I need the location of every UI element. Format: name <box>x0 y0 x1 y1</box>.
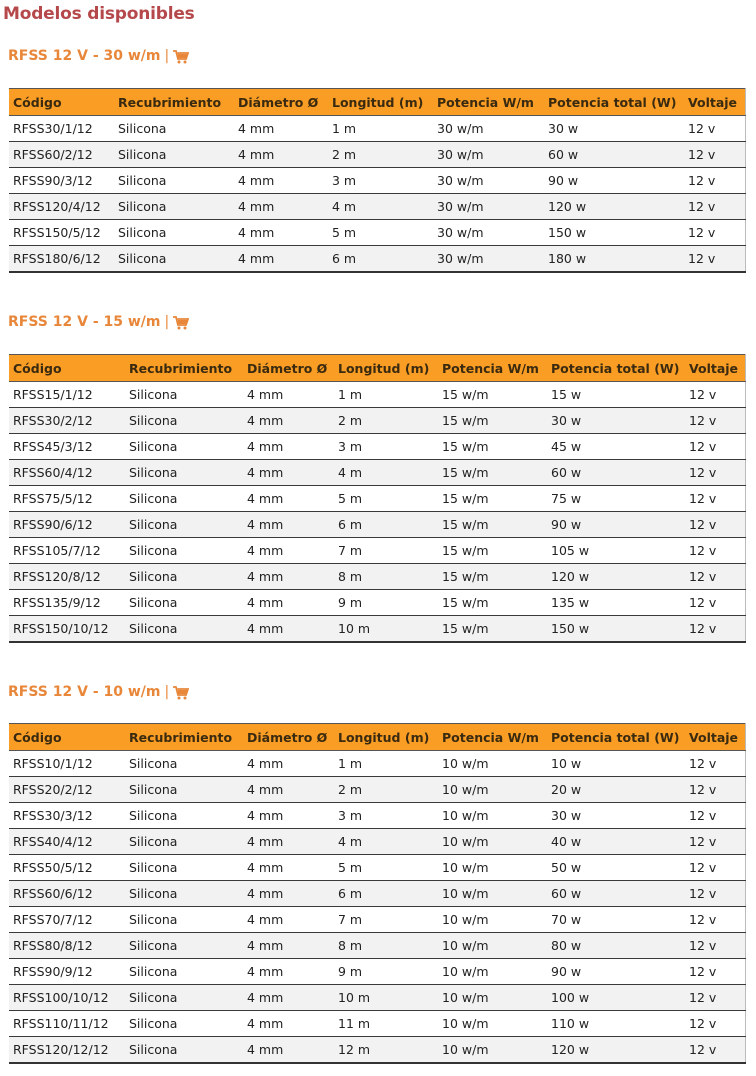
table-cell: RFSS75/5/12 <box>9 486 125 512</box>
table-cell: Silicona <box>125 959 243 985</box>
table-row <box>9 881 745 907</box>
table-cell: 4 mm <box>243 382 334 408</box>
section-title-10wm <box>8 684 189 700</box>
table-cell: Silicona <box>125 985 243 1011</box>
table-cell: 110 w <box>547 1011 685 1037</box>
column-header: Potencia W/m <box>438 724 547 751</box>
table-cell: RFSS50/5/12 <box>9 855 125 881</box>
table-cell: 15 w/m <box>438 408 547 434</box>
table-cell: 12 v <box>684 168 745 194</box>
models-table-15wm <box>9 354 746 643</box>
table-cell: Silicona <box>125 564 243 590</box>
table-cell: 10 w/m <box>438 1011 547 1037</box>
table-cell: 4 mm <box>243 1011 334 1037</box>
table-row <box>9 538 745 564</box>
table-cell: Silicona <box>125 486 243 512</box>
table-cell: 12 v <box>685 512 745 538</box>
table-cell: 3 m <box>334 434 438 460</box>
table-cell: 30 w/m <box>433 194 544 220</box>
table-cell: 15 w <box>547 382 685 408</box>
table-cell: 12 v <box>685 985 745 1011</box>
table-cell: 4 m <box>328 194 433 220</box>
table-cell: 4 mm <box>234 246 328 273</box>
table-cell: 7 m <box>334 907 438 933</box>
table-cell: RFSS30/1/12 <box>9 116 114 142</box>
table-header-row <box>9 89 745 116</box>
column-header: Recubrimiento <box>125 355 243 382</box>
table-cell: 60 w <box>544 142 684 168</box>
table-cell: 9 m <box>334 590 438 616</box>
table-cell: 120 w <box>544 194 684 220</box>
table-cell: 100 w <box>547 985 685 1011</box>
table-cell: 10 w/m <box>438 959 547 985</box>
table-cell: 12 v <box>684 246 745 273</box>
table-cell: RFSS150/10/12 <box>9 616 125 643</box>
table-cell: 90 w <box>547 959 685 985</box>
table-cell: Silicona <box>125 855 243 881</box>
table-cell: 12 v <box>685 408 745 434</box>
table-cell: Silicona <box>125 616 243 643</box>
table-cell: 15 w/m <box>438 434 547 460</box>
table-row <box>9 460 745 486</box>
table-cell: RFSS90/3/12 <box>9 168 114 194</box>
column-header: Longitud (m) <box>334 724 438 751</box>
table-cell: RFSS120/8/12 <box>9 564 125 590</box>
table-cell: Silicona <box>125 590 243 616</box>
table-cell: Silicona <box>125 933 243 959</box>
table-cell: 12 v <box>684 220 745 246</box>
table-cell: RFSS60/6/12 <box>9 881 125 907</box>
table-cell: 6 m <box>334 881 438 907</box>
table-cell: 12 v <box>685 590 745 616</box>
table-cell: 4 mm <box>243 985 334 1011</box>
table-cell: 10 w/m <box>438 881 547 907</box>
table-cell: 12 v <box>685 803 745 829</box>
table-cell: Silicona <box>114 246 234 273</box>
table-row <box>9 486 745 512</box>
table-cell: Silicona <box>125 907 243 933</box>
cart-icon[interactable] <box>173 316 189 330</box>
table-cell: RFSS150/5/12 <box>9 220 114 246</box>
section-title-text[interactable]: RFSS 12 V - 10 w/m <box>8 684 161 700</box>
table-cell: 15 w/m <box>438 590 547 616</box>
table-cell: RFSS15/1/12 <box>9 382 125 408</box>
cart-icon[interactable] <box>173 50 189 64</box>
table-row <box>9 408 745 434</box>
table-cell: RFSS30/2/12 <box>9 408 125 434</box>
table-cell: 10 w <box>547 751 685 777</box>
table-row <box>9 1037 745 1064</box>
table-cell: 80 w <box>547 933 685 959</box>
table-cell: 30 w/m <box>433 220 544 246</box>
table-cell: 4 mm <box>234 194 328 220</box>
models-table-30wm <box>9 88 746 273</box>
column-header: Potencia W/m <box>433 89 544 116</box>
table-cell: 4 mm <box>243 616 334 643</box>
table-cell: 12 v <box>685 751 745 777</box>
table-cell: 75 w <box>547 486 685 512</box>
table-cell: RFSS100/10/12 <box>9 985 125 1011</box>
column-header: Recubrimiento <box>114 89 234 116</box>
table-cell: 1 m <box>334 751 438 777</box>
table-cell: 12 v <box>684 194 745 220</box>
page-title: Modelos disponibles <box>3 4 195 24</box>
table-cell: Silicona <box>125 408 243 434</box>
table-row <box>9 616 745 643</box>
table-cell: 1 m <box>334 382 438 408</box>
table-cell: 15 w/m <box>438 538 547 564</box>
table-row <box>9 512 745 538</box>
table-cell: 20 w <box>547 777 685 803</box>
table-cell: 5 m <box>334 486 438 512</box>
table-cell: 15 w/m <box>438 512 547 538</box>
table-row <box>9 907 745 933</box>
table-cell: 12 v <box>685 564 745 590</box>
column-header: Longitud (m) <box>334 355 438 382</box>
table-cell: Silicona <box>125 538 243 564</box>
table-cell: 8 m <box>334 933 438 959</box>
table-row <box>9 168 745 194</box>
table-cell: RFSS20/2/12 <box>9 777 125 803</box>
table-row <box>9 246 745 273</box>
table-cell: Silicona <box>125 512 243 538</box>
table-cell: 12 v <box>685 1011 745 1037</box>
table-cell: RFSS40/4/12 <box>9 829 125 855</box>
table-cell: 30 w/m <box>433 142 544 168</box>
table-cell: 7 m <box>334 538 438 564</box>
title-separator: | <box>164 314 170 330</box>
table-cell: 6 m <box>334 512 438 538</box>
table-cell: 4 mm <box>243 1037 334 1064</box>
table-row <box>9 382 745 408</box>
table-row <box>9 590 745 616</box>
table-cell: 12 v <box>685 777 745 803</box>
table-cell: 90 w <box>544 168 684 194</box>
table-cell: Silicona <box>125 751 243 777</box>
table-cell: Silicona <box>125 1011 243 1037</box>
column-header: Potencia total (W) <box>547 724 685 751</box>
table-cell: 12 v <box>685 1037 745 1064</box>
table-cell: 15 w/m <box>438 616 547 643</box>
table-cell: 4 mm <box>243 881 334 907</box>
table-cell: 12 v <box>685 486 745 512</box>
table-cell: 15 w/m <box>438 460 547 486</box>
table-row <box>9 142 745 168</box>
table-cell: 10 w/m <box>438 933 547 959</box>
table-row <box>9 751 745 777</box>
table-cell: Silicona <box>125 777 243 803</box>
table-cell: 10 m <box>334 616 438 643</box>
column-header: Voltaje <box>685 355 745 382</box>
table-cell: 50 w <box>547 855 685 881</box>
table-cell: RFSS180/6/12 <box>9 246 114 273</box>
title-separator: | <box>164 684 170 700</box>
column-header: Código <box>9 355 125 382</box>
table-cell: 10 w/m <box>438 1037 547 1064</box>
table-cell: 4 mm <box>243 408 334 434</box>
table-cell: 4 mm <box>243 590 334 616</box>
table-cell: 30 w/m <box>433 116 544 142</box>
table-cell: RFSS90/6/12 <box>9 512 125 538</box>
models-table-10wm <box>9 723 746 1064</box>
table-cell: 4 mm <box>243 564 334 590</box>
table-cell: 45 w <box>547 434 685 460</box>
table-cell: 4 mm <box>234 116 328 142</box>
column-header: Voltaje <box>684 89 745 116</box>
table-cell: 10 m <box>334 985 438 1011</box>
section-title-15wm <box>8 314 189 330</box>
column-header: Potencia total (W) <box>547 355 685 382</box>
table-cell: 15 w/m <box>438 564 547 590</box>
table-cell: 150 w <box>544 220 684 246</box>
table-cell: RFSS30/3/12 <box>9 803 125 829</box>
table-row <box>9 803 745 829</box>
table-cell: 4 m <box>334 460 438 486</box>
table-cell: Silicona <box>114 116 234 142</box>
cart-icon[interactable] <box>173 686 189 700</box>
table-cell: Silicona <box>125 881 243 907</box>
table-cell: 12 v <box>685 460 745 486</box>
table-cell: 5 m <box>328 220 433 246</box>
table-cell: 4 mm <box>243 751 334 777</box>
column-header: Diámetro Ø <box>243 724 334 751</box>
section-title-text[interactable]: RFSS 12 V - 30 w/m <box>8 48 161 64</box>
table-cell: Silicona <box>125 803 243 829</box>
table-cell: Silicona <box>125 1037 243 1064</box>
table-cell: 4 mm <box>243 933 334 959</box>
table-cell: Silicona <box>114 168 234 194</box>
table-cell: 15 w/m <box>438 486 547 512</box>
table-cell: Silicona <box>114 142 234 168</box>
table-cell: 4 mm <box>234 142 328 168</box>
table-cell: 12 v <box>685 382 745 408</box>
table-cell: 10 w/m <box>438 777 547 803</box>
table-cell: Silicona <box>125 460 243 486</box>
table-cell: 10 w/m <box>438 751 547 777</box>
table-cell: Silicona <box>125 434 243 460</box>
table-cell: 30 w <box>547 408 685 434</box>
table-cell: 12 v <box>685 959 745 985</box>
table-row <box>9 959 745 985</box>
column-header: Diámetro Ø <box>243 355 334 382</box>
table-cell: 6 m <box>328 246 433 273</box>
table-cell: RFSS105/7/12 <box>9 538 125 564</box>
table-cell: 12 v <box>685 616 745 643</box>
table-cell: 40 w <box>547 829 685 855</box>
column-header: Voltaje <box>685 724 745 751</box>
table-cell: 1 m <box>328 116 433 142</box>
table-cell: 12 v <box>685 855 745 881</box>
table-cell: 12 v <box>685 434 745 460</box>
table-cell: 4 mm <box>243 829 334 855</box>
table-cell: 12 v <box>685 829 745 855</box>
table-cell: 30 w/m <box>433 168 544 194</box>
table-cell: 150 w <box>547 616 685 643</box>
table-cell: 4 mm <box>234 168 328 194</box>
table-cell: RFSS120/12/12 <box>9 1037 125 1064</box>
table-cell: RFSS60/2/12 <box>9 142 114 168</box>
table-header-row <box>9 724 745 751</box>
table-cell: RFSS135/9/12 <box>9 590 125 616</box>
table-row <box>9 1011 745 1037</box>
table-cell: 12 m <box>334 1037 438 1064</box>
table-cell: RFSS45/3/12 <box>9 434 125 460</box>
title-separator: | <box>164 48 170 64</box>
table-cell: 10 w/m <box>438 803 547 829</box>
table-cell: 4 mm <box>243 803 334 829</box>
table-cell: 2 m <box>328 142 433 168</box>
table-row <box>9 855 745 881</box>
table-row <box>9 116 745 142</box>
table-cell: RFSS110/11/12 <box>9 1011 125 1037</box>
table-cell: 12 v <box>685 933 745 959</box>
table-cell: 4 mm <box>243 512 334 538</box>
table-cell: 2 m <box>334 408 438 434</box>
table-row <box>9 434 745 460</box>
table-cell: 4 mm <box>243 777 334 803</box>
section-title-30wm <box>8 48 189 64</box>
table-cell: 12 v <box>685 881 745 907</box>
table-row <box>9 985 745 1011</box>
table-cell: 60 w <box>547 460 685 486</box>
table-row <box>9 220 745 246</box>
table-cell: 135 w <box>547 590 685 616</box>
table-cell: 12 v <box>684 116 745 142</box>
table-cell: 4 mm <box>243 538 334 564</box>
table-cell: 120 w <box>547 1037 685 1064</box>
table-cell: 12 v <box>684 142 745 168</box>
table-cell: 10 w/m <box>438 907 547 933</box>
table-cell: 30 w <box>544 116 684 142</box>
table-cell: 8 m <box>334 564 438 590</box>
table-cell: Silicona <box>114 220 234 246</box>
table-cell: 120 w <box>547 564 685 590</box>
table-cell: Silicona <box>125 829 243 855</box>
column-header: Longitud (m) <box>328 89 433 116</box>
table-cell: RFSS60/4/12 <box>9 460 125 486</box>
table-cell: RFSS10/1/12 <box>9 751 125 777</box>
table-cell: 10 w/m <box>438 985 547 1011</box>
table-row <box>9 777 745 803</box>
table-cell: RFSS90/9/12 <box>9 959 125 985</box>
section-title-text[interactable]: RFSS 12 V - 15 w/m <box>8 314 161 330</box>
table-cell: 4 mm <box>243 460 334 486</box>
table-cell: RFSS80/8/12 <box>9 933 125 959</box>
table-cell: 4 mm <box>243 907 334 933</box>
table-cell: 180 w <box>544 246 684 273</box>
table-cell: 11 m <box>334 1011 438 1037</box>
column-header: Código <box>9 89 114 116</box>
table-cell: Silicona <box>125 382 243 408</box>
table-cell: 3 m <box>328 168 433 194</box>
table-cell: 10 w/m <box>438 855 547 881</box>
table-cell: 4 mm <box>234 220 328 246</box>
table-cell: 4 m <box>334 829 438 855</box>
table-cell: 105 w <box>547 538 685 564</box>
table-cell: 4 mm <box>243 486 334 512</box>
table-cell: 4 mm <box>243 959 334 985</box>
table-cell: 2 m <box>334 777 438 803</box>
table-header-row <box>9 355 745 382</box>
table-cell: 60 w <box>547 881 685 907</box>
column-header: Potencia total (W) <box>544 89 684 116</box>
table-cell: 15 w/m <box>438 382 547 408</box>
table-cell: 30 w/m <box>433 246 544 273</box>
table-row <box>9 564 745 590</box>
table-cell: 5 m <box>334 855 438 881</box>
table-cell: 4 mm <box>243 434 334 460</box>
table-cell: 9 m <box>334 959 438 985</box>
table-row <box>9 194 745 220</box>
table-cell: 12 v <box>685 907 745 933</box>
table-cell: 12 v <box>685 538 745 564</box>
table-row <box>9 829 745 855</box>
table-cell: 4 mm <box>243 855 334 881</box>
table-cell: 30 w <box>547 803 685 829</box>
column-header: Código <box>9 724 125 751</box>
column-header: Diámetro Ø <box>234 89 328 116</box>
table-cell: 3 m <box>334 803 438 829</box>
table-row <box>9 933 745 959</box>
table-cell: 90 w <box>547 512 685 538</box>
table-cell: RFSS70/7/12 <box>9 907 125 933</box>
table-cell: 70 w <box>547 907 685 933</box>
column-header: Potencia W/m <box>438 355 547 382</box>
column-header: Recubrimiento <box>125 724 243 751</box>
table-cell: RFSS120/4/12 <box>9 194 114 220</box>
table-cell: Silicona <box>114 194 234 220</box>
table-cell: 10 w/m <box>438 829 547 855</box>
